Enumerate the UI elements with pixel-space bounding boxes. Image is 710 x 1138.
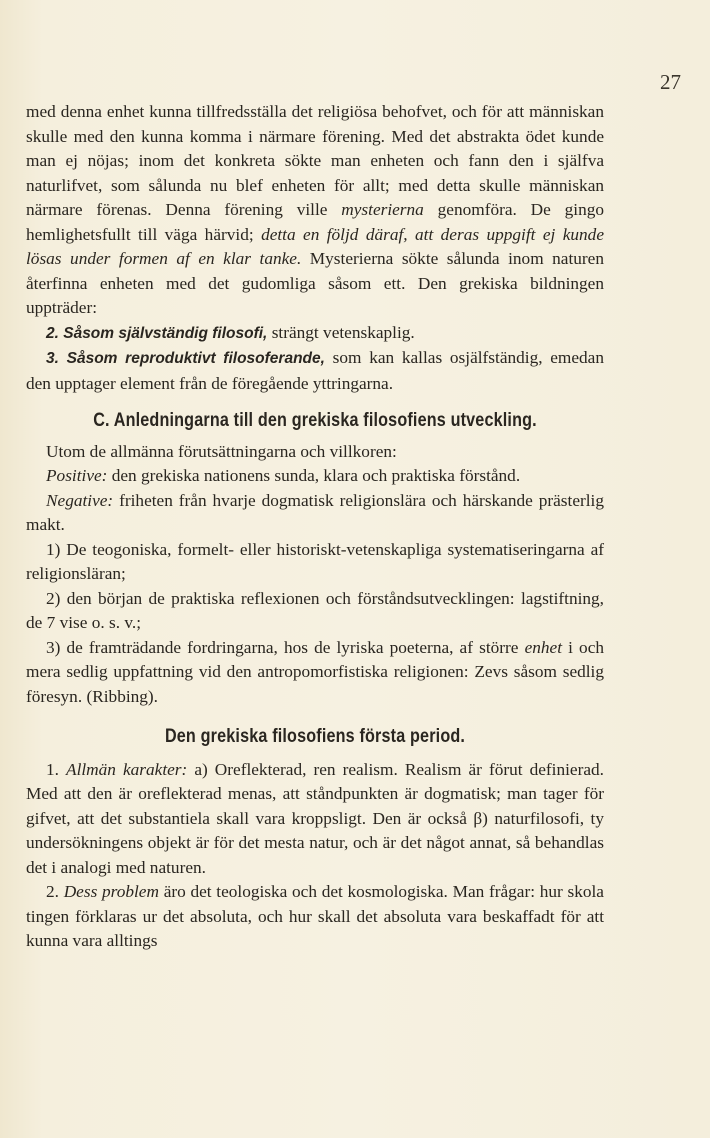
section-heading-c: C. Anledningarna till den grekiska filosofiens utveckling. bbox=[93, 410, 537, 431]
paragraph-positive bbox=[26, 464, 604, 489]
text-run: äro det teologiska och det kosmologiska. Man frågar: hur skola tingen förklaras ur det absoluta, och hur skall det absoluta vara beskaffadt för att kunna vara alltings bbox=[26, 882, 604, 950]
numbered-item-1: 1) De teogoniska, formelt- eller historiskt-vetenskapliga systematiseringarna af religionsläran; bbox=[26, 539, 604, 583]
text-run: a) Oreflekterad, ren realism. Realism är förut definierad. Med att den är oreflekterad menas, att ståndpunkten är dogmatisk; man tager för gifvet, att det substantiela skall vara kroppsligt. Den är också β) naturfilosofi, ty undersökningens objekt är för det mesta natur, och är det något annat, så behandlas det i analogi med naturen. bbox=[26, 759, 604, 877]
numbered-item-2: 2) den början de praktiska reflexionen och förståndsutvecklingen: lagstiftning, de 7 vise o. s. v.; bbox=[26, 588, 604, 632]
text-run: med denna enhet kunna tillfredsställa det religiösa behofvet, och för att människan skulle med den kunna komma i närmare förening. Med det abstrakta ödet kunde man ej nöjas; inom det konkreta sökte man enheten och fann den i själfva naturlifvet, som sålunda nu blef enheten för allt; med detta skulle människan närmare förenas. Denna förening ville bbox=[26, 102, 604, 219]
paragraph-utom: Utom de allmänna förutsättningarna och villkoren: bbox=[46, 441, 397, 461]
positive-label: Positive: bbox=[46, 466, 108, 485]
item-label: 2. Såsom självständig filosofi, bbox=[46, 324, 268, 342]
body-text bbox=[26, 100, 604, 954]
list-item-3 bbox=[26, 346, 604, 396]
text-run-italic: mysterierna bbox=[341, 200, 424, 219]
paragraph-number: 2. bbox=[46, 882, 59, 901]
paragraph-1 bbox=[26, 758, 604, 881]
text-run-italic: detta en följd däraf, att deras uppgift ej kunde lösas under formen af en klar tanke. bbox=[26, 224, 604, 268]
item-text: som kan kallas osjälfständig, emedan den upptager element från de föregående yttringarna. bbox=[26, 348, 604, 393]
text-run-italic: Dess problem bbox=[63, 882, 159, 901]
list-item-2 bbox=[26, 321, 604, 347]
item-label: 3. Såsom reproduktivt filosoferande, bbox=[46, 350, 325, 367]
negative-label: Negative: bbox=[46, 490, 114, 510]
paragraph-negative bbox=[26, 489, 604, 538]
item-text: strängt vetenskaplig. bbox=[271, 322, 415, 342]
paragraph-2 bbox=[26, 880, 604, 954]
paragraph-number: 1. bbox=[46, 759, 59, 779]
negative-text: friheten från hvarje dogmatisk religionslära och härskande prästerlig makt. bbox=[26, 490, 604, 534]
text-run-italic: enhet bbox=[524, 637, 563, 657]
text-run: Mysterierna sökte sålunda inom naturen återfinna enheten med det gudomliga såsom ett. Den grekiska bildningen uppträder: bbox=[26, 249, 604, 317]
section-heading-period: Den grekiska filosofiens första period. bbox=[164, 726, 466, 747]
numbered-item-3 bbox=[26, 636, 604, 710]
text-run: i och mera sedlig uppfattning vid den antropomorfistiska religionen: Zevs såsom sedlig föresyn. (Ribbing). bbox=[26, 637, 605, 706]
page-number: 27 bbox=[660, 70, 681, 94]
text-run: 3) de framträdande fordringarna, hos de lyriska poeterna, af större bbox=[46, 637, 519, 657]
paragraph-intro bbox=[26, 100, 604, 321]
positive-text: den grekiska nationens sunda, klara och praktiska förstånd. bbox=[111, 466, 521, 485]
text-run: genomföra. De gingo hemlighetsfullt till väga härvid; bbox=[26, 200, 604, 244]
text-run-italic: Allmän karakter: bbox=[66, 759, 188, 779]
